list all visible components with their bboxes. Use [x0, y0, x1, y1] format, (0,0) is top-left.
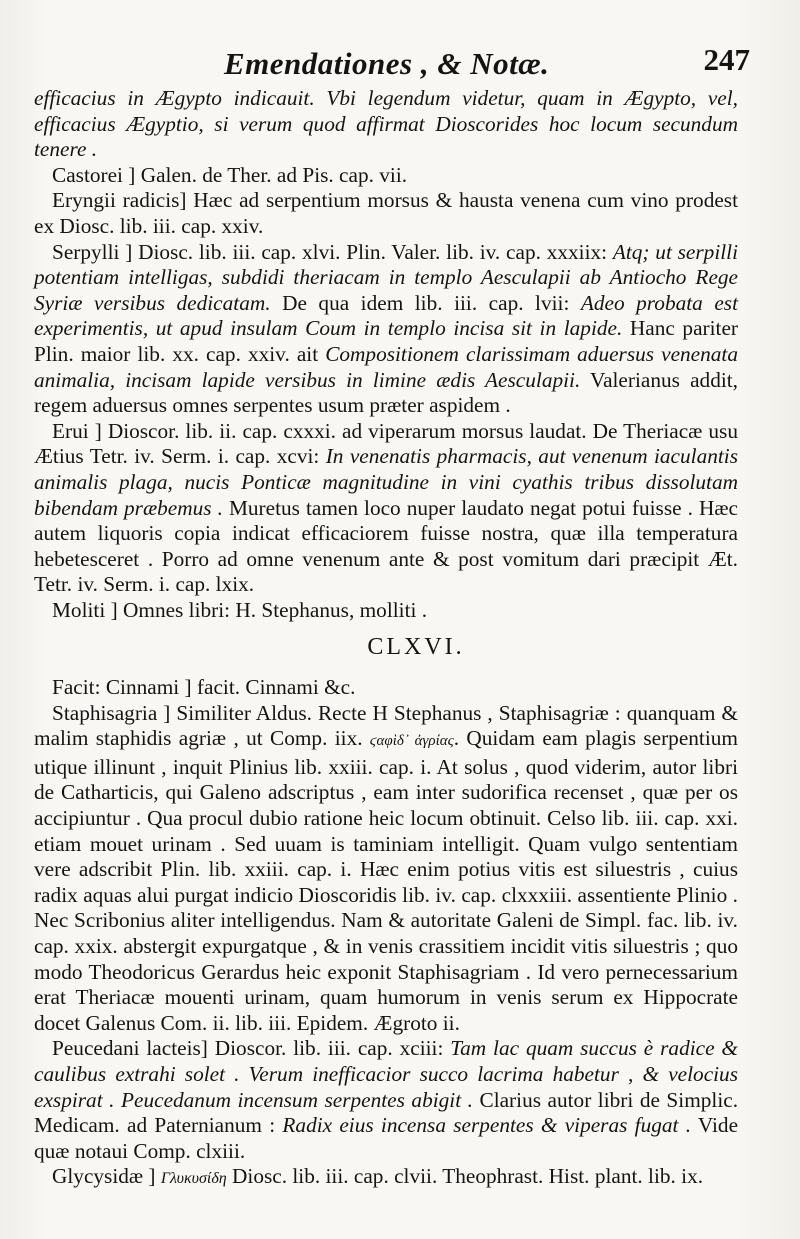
paragraph-glycysidae: [34, 1164, 738, 1192]
paragraph-serpylli: [34, 240, 738, 419]
paragraph-efficacius: [34, 86, 738, 163]
text-run: Diosc. lib. iii. cap. clvii. Theophrast. Hist. plant. lib. ix.: [226, 1164, 704, 1189]
text-run: Hanc pariter Plin. maior lib. xx. cap. xxiv. ait: [34, 316, 739, 366]
text-run: Glycysidæ ]: [52, 1164, 161, 1189]
greek-word: Γλυκυσίδη: [160, 1170, 227, 1188]
paragraph-facit: Facit: Cinnami ] facit. Cinnami &c.: [52, 675, 356, 700]
italic-quote: Tam lac quam succus è radice & caulibus extrahi solet . Verum inefficacior succo lacrima habetur , & velocius exspirat .: [34, 1036, 738, 1112]
italic-quote: Adeo probata est experimentis, ut apud insulam Coum in templo incisa sit in lapide.: [34, 290, 738, 341]
text-run: Peucedani lacteis] Dioscor. lib. iii. cap. xciii:: [52, 1036, 451, 1061]
text-run: Clarius autor libri de Simplic. Medicam. ad Paternianum :: [34, 1087, 739, 1138]
paragraph-moliti: Moliti ] Omnes libri: H. Stephanus, molliti .: [52, 597, 428, 622]
chapter-heading: CLXVI.: [367, 634, 465, 661]
page-number: 247: [703, 42, 750, 77]
page-text: [34, 86, 738, 1192]
running-title: Emendationes , & Notæ.: [224, 46, 550, 81]
italic-quote: Compositionem clarissimam aduersus venenata animalia, incisam lapide versibus in limine ædis Aesculapii.: [34, 341, 738, 392]
paragraph-peucedani: [34, 1036, 738, 1164]
text-run: Serpylli ] Diosc. lib. iii. cap. xlvi. Plin. Valer. lib. iv. cap. xxxiix:: [52, 239, 613, 264]
text-run: Muretus tamen loco nuper laudato negat potui fuisse . Hæc autem liquoris copia indicat efficaciorem fuisse nostra, quæ illa temperatura hebetesceret . Porro ad omne venenum ante & post vomitum dari præcipit Æt. Tetr. iv. Serm. i. cap. lxix.: [34, 495, 738, 597]
italic-quote: Radix eius incensa serpentes & viperas fugat .: [282, 1113, 692, 1138]
text-run: . Quidam eam plagis serpentium utique illinunt , inquit Plinius lib. xxiii. cap. i. At solus , quod viderim, autor libri de Catharticis, qui Galeno adscriptus , eam inter sudorifica recenset , quæ per os accipiuntur . Qua procul dubio ratione heic locum obtinuit. Celso lib. iii. cap. xxi. etiam mouet urinam . Sed uuam is taminiam intelligit. Quam vulgo sententiam vere adscribit Plin. lib. xxiii. cap. i. Hæc enim potius vitis est siluestris , cuius radix aquas alui purgat indicio Dioscoridis lib. iv. cap. clxxxiii. assentiente Plinio . Nec Scribonius aliter intelligendus. Nam & autoritate Galeni de Simpl. fac. lib. iv. cap. xxix. abstergit expurgatque , & in venis crassitiem incidit vitis siluestris ; quo modo Theodoricus Gerardus heic exponit Staphisagriam . Id vero pernecessarium erat Theriacæ mouenti urinam, quam humorum in venis serum ex Hippocrate docet Galenus Com. ii. lib. iii. Epidem. Ægroto ii.: [34, 726, 738, 1035]
text-run: Vide quæ notaui Comp. clxiii.: [34, 1113, 739, 1163]
italic-quote: In venenatis pharmacis, aut venenum iaculantis animalis plaga, nucis Ponticæ magnitudine in vini cyathis tribus dissolutam bibendam præbemus .: [34, 444, 738, 520]
text-run: Erui ] Dioscor. lib. ii. cap. cxxxi. ad viperarum morsus laudat. De Theriacæ usu Ætius Tetr. iv. Serm. i. cap. xcvi:: [34, 418, 738, 469]
text-run: Staphisagria ] Similiter Aldus. Recte H Stephanus , Staphisagriæ : quanquam & malim staphidis agriæ , ut Comp. iix.: [34, 700, 738, 751]
paragraph-text: efficacius in Ægypto indicauit. Vbi legendum videtur, quam in Ægypto, vel, efficacius Ægyptio, si verum quod affirmat Dioscorides hoc locum secundum tenere .: [34, 86, 738, 162]
italic-quote: Atq; ut serpilli potentiam intelligas, subdidi theriacam in templo Aesculapii ab Antiocho Rege Syriæ versibus dedicatam.: [34, 239, 738, 315]
text-run: Valerianus addit, regem aduersus omnes serpentes usum præter aspidem .: [34, 367, 738, 418]
paragraph-erui: [34, 419, 738, 598]
text-run: De qua idem lib. iii. cap. lvii:: [270, 290, 581, 315]
running-head: [34, 42, 750, 82]
paragraph-staphisagria: [34, 701, 738, 1037]
paragraph-eryngii: Eryngii radicis] Hæc ad serpentium morsus & hausta venena cum vino prodest ex Diosc. lib. iii. cap. xxiv.: [34, 188, 738, 238]
italic-quote: Peucedanum incensum serpentes abigit .: [121, 1087, 473, 1112]
greek-word: ϛαφὶδ᾽ ἀγρίας: [369, 733, 454, 750]
paragraph-castorei: Castorei ] Galen. de Ther. ad Pis. cap. vii.: [52, 162, 408, 187]
